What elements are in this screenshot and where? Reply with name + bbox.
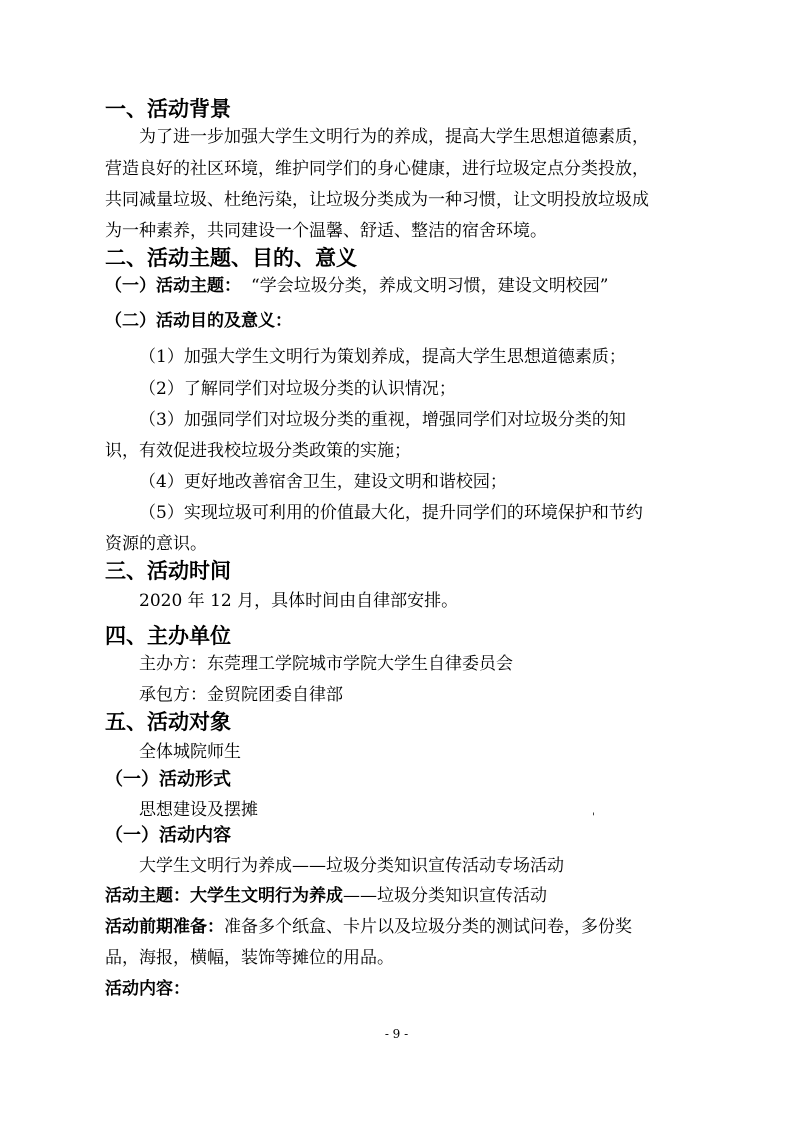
theme-text: “学会垃圾分类，养成文明习惯，建设文明校园” xyxy=(251,276,609,296)
section-heading-time: 三、活动时间 xyxy=(105,559,231,583)
section-heading-audience: 五、活动对象 xyxy=(105,710,231,734)
list-item-continued: 资源的意识。 xyxy=(105,534,207,554)
activity-theme-line xyxy=(105,888,547,905)
list-item-continued: 识，有效促进我校垃圾分类政策的实施； xyxy=(105,441,411,461)
preparation-text: 准备多个纸盒、卡片以及垃圾分类的测试问卷，多份奖 xyxy=(224,917,632,937)
preparation-label: 活动前期准备： xyxy=(105,917,224,937)
activity-theme-bold: 大学生文明行为养成 xyxy=(190,886,343,906)
purpose-label: （二）活动目的及意义： xyxy=(105,311,292,331)
form-heading: （一）活动形式 xyxy=(105,769,231,790)
host-text: 主办方：东莞理工学院城市学院大学生自律委员会 xyxy=(139,654,513,674)
page-number: - 9 - xyxy=(384,1027,409,1041)
activity-theme-label: 活动主题： xyxy=(105,886,190,906)
content-text: 大学生文明行为养成——垃圾分类知识宣传活动专场活动 xyxy=(139,856,564,876)
stray-mark: ' xyxy=(592,812,595,823)
list-item: （4）更好地改善宿舍卫生，建设文明和谐校园； xyxy=(139,472,507,492)
section-heading-background: 一、活动背景 xyxy=(105,97,231,121)
time-text: 2020 年 12 月，具体时间由自律部安排。 xyxy=(139,591,459,611)
form-text: 思想建设及摆摊 xyxy=(139,800,258,820)
section-heading-organizer: 四、主办单位 xyxy=(105,624,231,648)
list-item: （3）加强同学们对垃圾分类的重视，增强同学们对垃圾分类的知 xyxy=(139,410,626,430)
theme-line xyxy=(105,278,608,295)
preparation-line xyxy=(105,919,632,936)
list-item: （5）实现垃圾可利用的价值最大化，提升同学们的环境保护和节约 xyxy=(139,503,643,523)
theme-label: （一）活动主题： xyxy=(105,276,241,296)
paragraph-line: 共同减量垃圾、杜绝污染，让垃圾分类成为一种习惯，让文明投放垃圾成 xyxy=(105,190,649,210)
list-item: （1）加强大学生文明行为策划养成，提高大学生思想道德素质； xyxy=(139,347,626,367)
content-heading: （一）活动内容 xyxy=(105,825,231,846)
preparation-line-continued: 品，海报，横幅，装饰等摊位的用品。 xyxy=(105,948,394,968)
organizer-text: 承包方：金贸院团委自律部 xyxy=(139,685,343,705)
activity-theme-rest: ——垃圾分类知识宣传活动 xyxy=(343,886,547,906)
paragraph-line: 营造良好的社区环境，维护同学们的身心健康，进行垃圾定点分类投放， xyxy=(105,159,649,179)
paragraph-line: 为一种素养，共同建设一个温馨、舒适、整洁的宿舍环境。 xyxy=(105,221,547,241)
audience-text: 全体城院师生 xyxy=(139,742,241,762)
section-heading-theme: 二、活动主题、目的、意义 xyxy=(105,246,357,270)
list-item: （2）了解同学们对垃圾分类的认识情况； xyxy=(139,379,456,399)
paragraph-line: 为了进一步加强大学生文明行为的养成，提高大学生思想道德素质， xyxy=(139,127,649,147)
activity-content-label: 活动内容： xyxy=(105,979,190,999)
